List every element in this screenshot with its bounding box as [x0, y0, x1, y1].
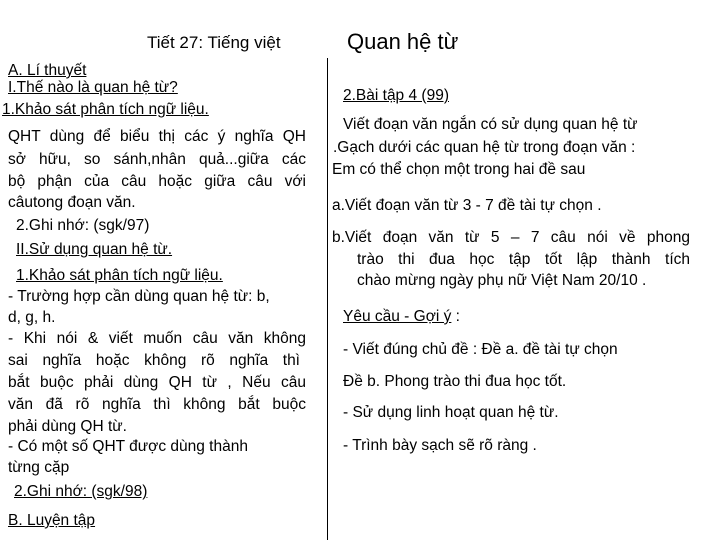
para2-line-1: - Trường hợp cần dùng quan hệ từ: b, — [8, 288, 270, 305]
section-b-heading: B. Luyện tập — [8, 512, 96, 529]
para1-line-4: câutong đoạn văn. — [8, 194, 136, 211]
option-b-line-2: trào thi đua học tập tốt lập thành tích — [357, 251, 690, 268]
item-2-1-heading: 1.Khảo sát phân tích ngữ liệu. — [16, 267, 223, 284]
task-line-1: Viết đoạn văn ngắn có sử dụng quan hệ từ — [343, 116, 638, 133]
note-1: 2.Ghi nhớ: (sgk/97) — [16, 217, 150, 234]
para2-line-9: từng cặp — [8, 459, 70, 476]
para2-line-2: d, g, h. — [8, 309, 56, 326]
task-line-3: Em có thể chọn một trong hai đề sau — [332, 161, 586, 178]
item-1-heading: I.Thế nào là quan hệ từ? — [8, 79, 178, 96]
option-b-line-1: b.Viết đoạn văn từ 5 – 7 câu nói về phong — [332, 229, 690, 246]
option-b-line-3: chào mừng ngày phụ nữ Việt Nam 20/10 . — [357, 272, 647, 289]
requirement-3: - Sử dụng linh hoạt quan hệ từ. — [343, 404, 559, 421]
topic-title: Quan hệ từ — [347, 29, 459, 54]
column-divider — [327, 58, 328, 540]
requirement-1: - Viết đúng chủ đề : Đề a. đề tài tự chọn — [343, 341, 618, 358]
requirement-4: - Trình bày sạch sẽ rõ ràng . — [343, 437, 537, 454]
para2-line-4: sai nghĩa hoặc không rõ nghĩa thì — [8, 352, 300, 369]
item-2-heading: II.Sử dụng quan hệ từ. — [16, 241, 173, 258]
para2-line-6: văn đã rõ nghĩa thì không bắt buộc — [8, 396, 306, 413]
option-a: a.Viết đoạn văn từ 3 - 7 đề tài tự chọn . — [332, 197, 602, 214]
exercise-title: 2.Bài tập 4 (99) — [343, 87, 449, 104]
section-a-heading: A. Lí thuyết — [8, 62, 87, 79]
para2-line-7: phải dùng QH từ. — [8, 418, 127, 435]
para2-line-8: - Có một số QHT được dùng thành — [8, 438, 248, 455]
requirements-title: Yêu cầu - Gợi ý — [343, 308, 452, 325]
requirements-colon: : — [451, 308, 460, 325]
requirement-2: Đề b. Phong trào thi đua học tốt. — [343, 373, 567, 390]
para1-line-2: sở hữu, so sánh,nhân quả...giữa các — [8, 151, 306, 168]
para1-line-3: bộ phận của câu hoặc giữa câu với — [8, 173, 306, 190]
para2-line-3: - Khi nói & viết muốn câu văn không — [8, 330, 306, 347]
para2-line-5: bắt buộc phải dùng QH từ , Nếu câu — [8, 374, 306, 391]
task-line-2: .Gạch dưới các quan hệ từ trong đoạn văn : — [333, 139, 636, 156]
lesson-title: Tiết 27: Tiếng việt — [147, 33, 281, 52]
note-2: 2.Ghi nhớ: (sgk/98) — [14, 483, 148, 500]
para1-line-1: QHT dùng để biểu thị các ý nghĩa QH — [8, 128, 306, 145]
item-1-1-heading: 1.Khảo sát phân tích ngữ liệu. — [2, 101, 209, 118]
